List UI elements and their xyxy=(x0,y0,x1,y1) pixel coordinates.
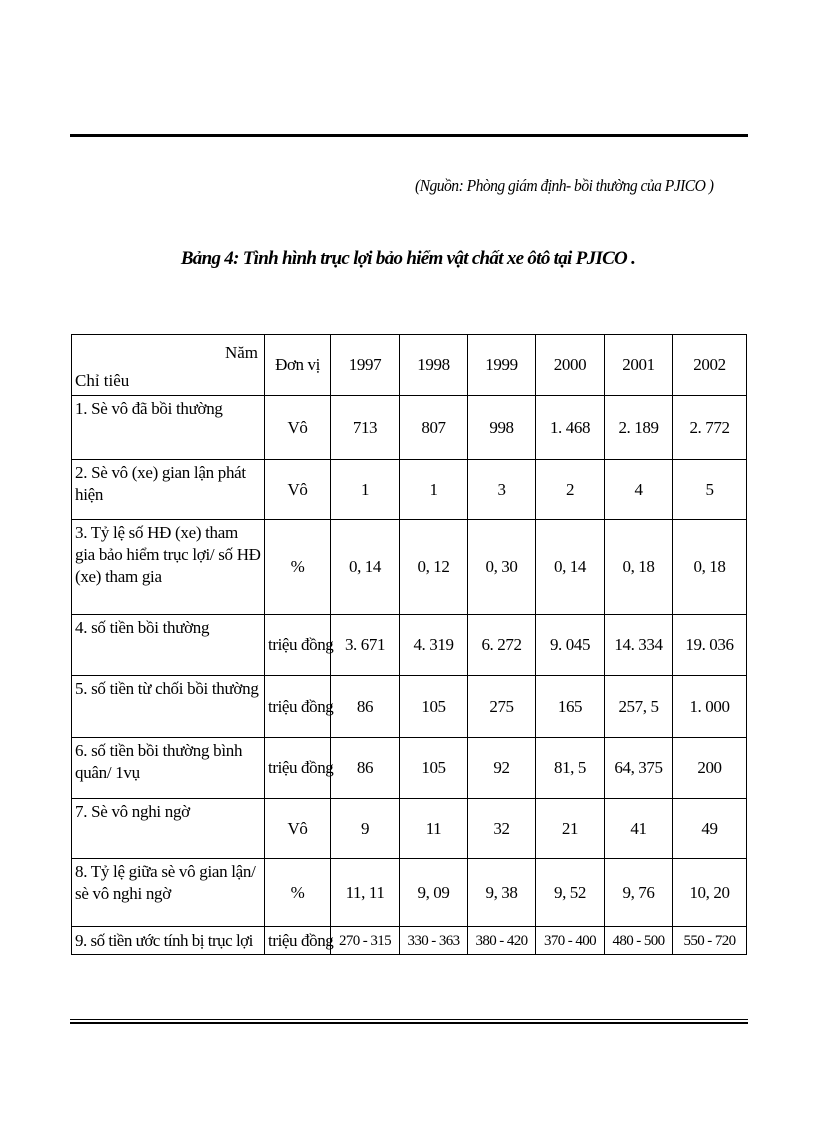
indicator-header-label: Chỉ tiêu xyxy=(75,371,130,390)
statistics-table xyxy=(71,334,747,955)
unit-cell: % xyxy=(265,520,331,615)
year-header: 1999 xyxy=(468,335,536,396)
value-cell: 49 xyxy=(673,799,747,859)
unit-cell: triệu đồng xyxy=(265,615,331,676)
value-cell: 5 xyxy=(673,460,747,520)
value-cell: 200 xyxy=(673,738,747,799)
table-row xyxy=(72,738,747,799)
row-label: 2. Sè vô (xe) gian lận phát hiện xyxy=(72,460,265,520)
value-cell: 1. 468 xyxy=(536,396,605,460)
table-row xyxy=(72,927,747,955)
value-cell: 10, 20 xyxy=(673,859,747,927)
value-cell: 998 xyxy=(468,396,536,460)
value-cell: 550 - 720 xyxy=(673,927,747,955)
unit-cell: Vô xyxy=(265,396,331,460)
row-label: 5. số tiền từ chối bồi thường xyxy=(72,676,265,738)
row-label: 1. Sè vô đã bồi thường xyxy=(72,396,265,460)
value-cell: 11, 11 xyxy=(331,859,400,927)
value-cell: 0, 18 xyxy=(673,520,747,615)
value-cell: 6. 272 xyxy=(468,615,536,676)
value-cell: 3. 671 xyxy=(331,615,400,676)
value-cell: 9, 76 xyxy=(605,859,673,927)
bottom-divider xyxy=(70,1019,748,1020)
value-cell: 9, 52 xyxy=(536,859,605,927)
value-cell: 81, 5 xyxy=(536,738,605,799)
source-note: (Nguồn: Phòng giám định- bồi thường của PJICO ) xyxy=(414,176,713,195)
value-cell: 64, 375 xyxy=(605,738,673,799)
value-cell: 1 xyxy=(331,460,400,520)
value-cell: 807 xyxy=(400,396,468,460)
value-cell: 9. 045 xyxy=(536,615,605,676)
year-header-label: Năm xyxy=(224,343,258,362)
value-cell: 1. 000 xyxy=(673,676,747,738)
unit-cell: triệu đồng xyxy=(265,927,331,955)
table-row xyxy=(72,859,747,927)
value-cell: 11 xyxy=(400,799,468,859)
unit-cell: triệu đồng xyxy=(265,738,331,799)
value-cell: 2 xyxy=(536,460,605,520)
unit-cell: triệu đồng xyxy=(265,676,331,738)
value-cell: 19. 036 xyxy=(673,615,747,676)
unit-cell: Vô xyxy=(265,460,331,520)
table-row xyxy=(72,676,747,738)
year-header: 1998 xyxy=(400,335,468,396)
unit-cell: Vô xyxy=(265,799,331,859)
header-row xyxy=(72,335,747,396)
table-row xyxy=(72,615,747,676)
value-cell: 14. 334 xyxy=(605,615,673,676)
value-cell: 2. 189 xyxy=(605,396,673,460)
value-cell: 2. 772 xyxy=(673,396,747,460)
year-header: 2002 xyxy=(673,335,747,396)
unit-cell: % xyxy=(265,859,331,927)
table-title: Bảng 4: Tình hình trục lợi bảo hiểm vật chất xe ôtô tại PJICO . xyxy=(180,248,636,269)
row-label: 6. số tiền bồi thường bình quân/ 1vụ xyxy=(72,738,265,799)
row-label: 3. Tỷ lệ số HĐ (xe) tham gia bảo hiểm trục lợi/ số HĐ (xe) tham gia xyxy=(72,520,265,615)
year-header: 2001 xyxy=(605,335,673,396)
value-cell: 41 xyxy=(605,799,673,859)
value-cell: 9 xyxy=(331,799,400,859)
value-cell: 86 xyxy=(331,738,400,799)
top-divider xyxy=(70,134,748,137)
year-header: 1997 xyxy=(331,335,400,396)
value-cell: 86 xyxy=(331,676,400,738)
value-cell: 3 xyxy=(468,460,536,520)
value-cell: 370 - 400 xyxy=(536,927,605,955)
value-cell: 257, 5 xyxy=(605,676,673,738)
row-label: 4. số tiền bồi thường xyxy=(72,615,265,676)
value-cell: 4 xyxy=(605,460,673,520)
table-row xyxy=(72,396,747,460)
value-cell: 9, 09 xyxy=(400,859,468,927)
value-cell: 4. 319 xyxy=(400,615,468,676)
value-cell: 32 xyxy=(468,799,536,859)
header-corner-cell xyxy=(72,335,265,396)
value-cell: 0, 12 xyxy=(400,520,468,615)
row-label: 7. Sè vô nghi ngờ xyxy=(72,799,265,859)
value-cell: 0, 14 xyxy=(536,520,605,615)
value-cell: 105 xyxy=(400,676,468,738)
value-cell: 0, 14 xyxy=(331,520,400,615)
unit-header: Đơn vị xyxy=(265,335,331,396)
value-cell: 21 xyxy=(536,799,605,859)
value-cell: 270 - 315 xyxy=(331,927,400,955)
table-row xyxy=(72,520,747,615)
value-cell: 0, 18 xyxy=(605,520,673,615)
value-cell: 1 xyxy=(400,460,468,520)
bottom-divider xyxy=(70,1022,748,1024)
value-cell: 105 xyxy=(400,738,468,799)
value-cell: 0, 30 xyxy=(468,520,536,615)
value-cell: 480 - 500 xyxy=(605,927,673,955)
value-cell: 92 xyxy=(468,738,536,799)
value-cell: 9, 38 xyxy=(468,859,536,927)
row-label: 8. Tỷ lệ giữa sè vô gian lận/ sè vô nghi ngờ xyxy=(72,859,265,927)
value-cell: 275 xyxy=(468,676,536,738)
table-row xyxy=(72,799,747,859)
year-header: 2000 xyxy=(536,335,605,396)
value-cell: 380 - 420 xyxy=(468,927,536,955)
value-cell: 165 xyxy=(536,676,605,738)
value-cell: 330 - 363 xyxy=(400,927,468,955)
table-row xyxy=(72,460,747,520)
row-label: 9. số tiền ước tính bị trục lợi xyxy=(72,927,265,955)
value-cell: 713 xyxy=(331,396,400,460)
